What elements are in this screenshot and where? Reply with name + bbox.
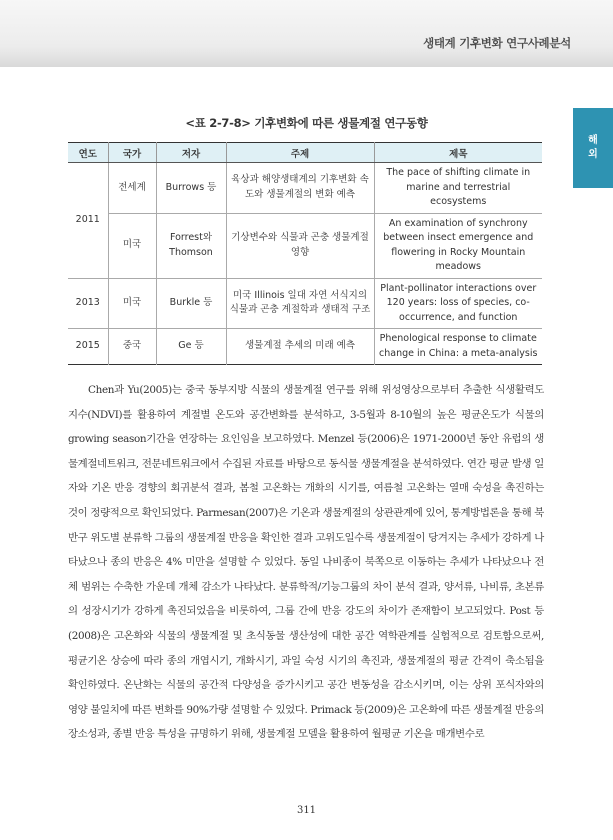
table-header-row — [68, 143, 542, 163]
cell-author: Forrest와 Thomson — [156, 213, 226, 278]
cell-author: Ge 등 — [156, 329, 226, 365]
header-bar — [0, 0, 613, 67]
cell-title: The pace of shifting climate in marine and terrestrial ecosystems — [374, 163, 542, 214]
table-row — [68, 163, 542, 214]
cell-topic: 생물계절 추세의 미래 예측 — [226, 329, 374, 365]
table-row — [68, 329, 542, 365]
body-text — [68, 378, 544, 747]
cell-title: An examination of synchrony between insect emergence and flowering in Rocky Mountain meadows — [374, 213, 542, 278]
side-tab-char-1: 해 — [588, 135, 598, 146]
body-paragraph: Chen과 Yu(2005)는 중국 동부지방 식물의 생물계절 연구를 위해 위성영상으로부터 추출한 식생활력도 지수(NDVI)를 활용하여 계절별 온도와 공간변화를 분석하고, 3-5월과 8-10월의 높은 평균온도가 식물의 growing season기간을 연장하는 요인임을 보고하였다. Menzel 등(2006)은 1971-2000년 동안 유럽의 생물계절네트워크, 전문네트워크에서 수집된 자료를 바탕으로 동식물 생물계절을 분석하였다. 연간 평균 발생 일자와 기온 반응 경향의 회귀분석 결과, 봄철 고온화는 개화의 시기를, 여름철 고온화는 열매 숙성을 촉진하는 것이 정량적으로 확인되었다. Parmesan(2007)은 기온과 생물계절의 상관관계에 있어, 통계방법론을 통해 북반구 위도별 분류학 그룹의 생물계절 반응을 확인한 결과 고위도일수록 생물계절이 당겨지는 추세가 강하게 나타났으나 종의 반응은 4% 미만을 설명할 수 있었다. 동일 나비종이 북쪽으로 이동하는 추세가 나타났으나 전체 범위는 수축한 가운데 개체 감소가 나타났다. 분류학적/기능그룹의 차이 분석 결과, 양서류, 나비류, 초본류의 성장시기가 강하게 촉진되었음을 비롯하여, 그룹 간에 반응 강도의 차이가 존재함이 보고되었다. Post 등(2008)은 고온화와 식물의 생물계절 및 초식동물 생산성에 대한 공간 역학관계를 실험적으로 검토함으로써, 평균기온 상승에 따라 종의 개엽시기, 개화시기, 과일 숙성 시기의 촉진과, 생물계절의 평균 간격이 축소됨을 확인하였다. 온난화는 식물의 공간적 다양성을 증가시키고 공간 변동성을 감소시키며, 이는 상위 포식자와의 영양 불일치에 따른 변화를 90%가량 설명할 수 있었다. Primack 등(2009)은 고온화에 따른 생물계절 반응의 장소성과, 종별 반응 특성을 규명하기 위해, 생물계절 모델을 활용하여 월평균 기온을 매개변수로 — [68, 384, 544, 741]
running-header-title: 생태계 기후변화 연구사례분석 — [423, 36, 571, 50]
column-header-year: 연도 — [68, 143, 108, 163]
page-number: 311 — [296, 805, 317, 816]
cell-topic: 미국 Illinois 일대 자연 서식지의 식물과 곤충 계절학과 생태적 구조 — [226, 278, 374, 329]
cell-country: 전세계 — [108, 163, 156, 214]
cell-title: Phenological response to climate change in China: a meta-analysis — [374, 329, 542, 365]
column-header-topic: 주제 — [226, 143, 374, 163]
column-header-author: 저자 — [156, 143, 226, 163]
table-caption: <표 2-7-8> 기후변화에 따른 생물계절 연구동향 — [185, 116, 428, 130]
cell-year: 2011 — [68, 163, 108, 279]
cell-year: 2013 — [68, 278, 108, 329]
column-header-title: 제목 — [374, 143, 542, 163]
cell-country: 미국 — [108, 213, 156, 278]
table-row — [68, 213, 542, 278]
side-tab-char-2: 외 — [588, 149, 598, 160]
research-trend-table — [68, 142, 542, 365]
cell-author: Burrows 등 — [156, 163, 226, 214]
cell-topic: 기상변수와 식물과 곤충 생물계절 영향 — [226, 213, 374, 278]
column-header-country: 국가 — [108, 143, 156, 163]
cell-topic: 육상과 해양생태계의 기후변화 속도와 생물계절의 변화 예측 — [226, 163, 374, 214]
cell-country: 미국 — [108, 278, 156, 329]
table-row — [68, 278, 542, 329]
cell-year: 2015 — [68, 329, 108, 365]
cell-author: Burkle 등 — [156, 278, 226, 329]
cell-title: Plant-pollinator interactions over 120 years: loss of species, co-occurrence, and function — [374, 278, 542, 329]
cell-country: 중국 — [108, 329, 156, 365]
